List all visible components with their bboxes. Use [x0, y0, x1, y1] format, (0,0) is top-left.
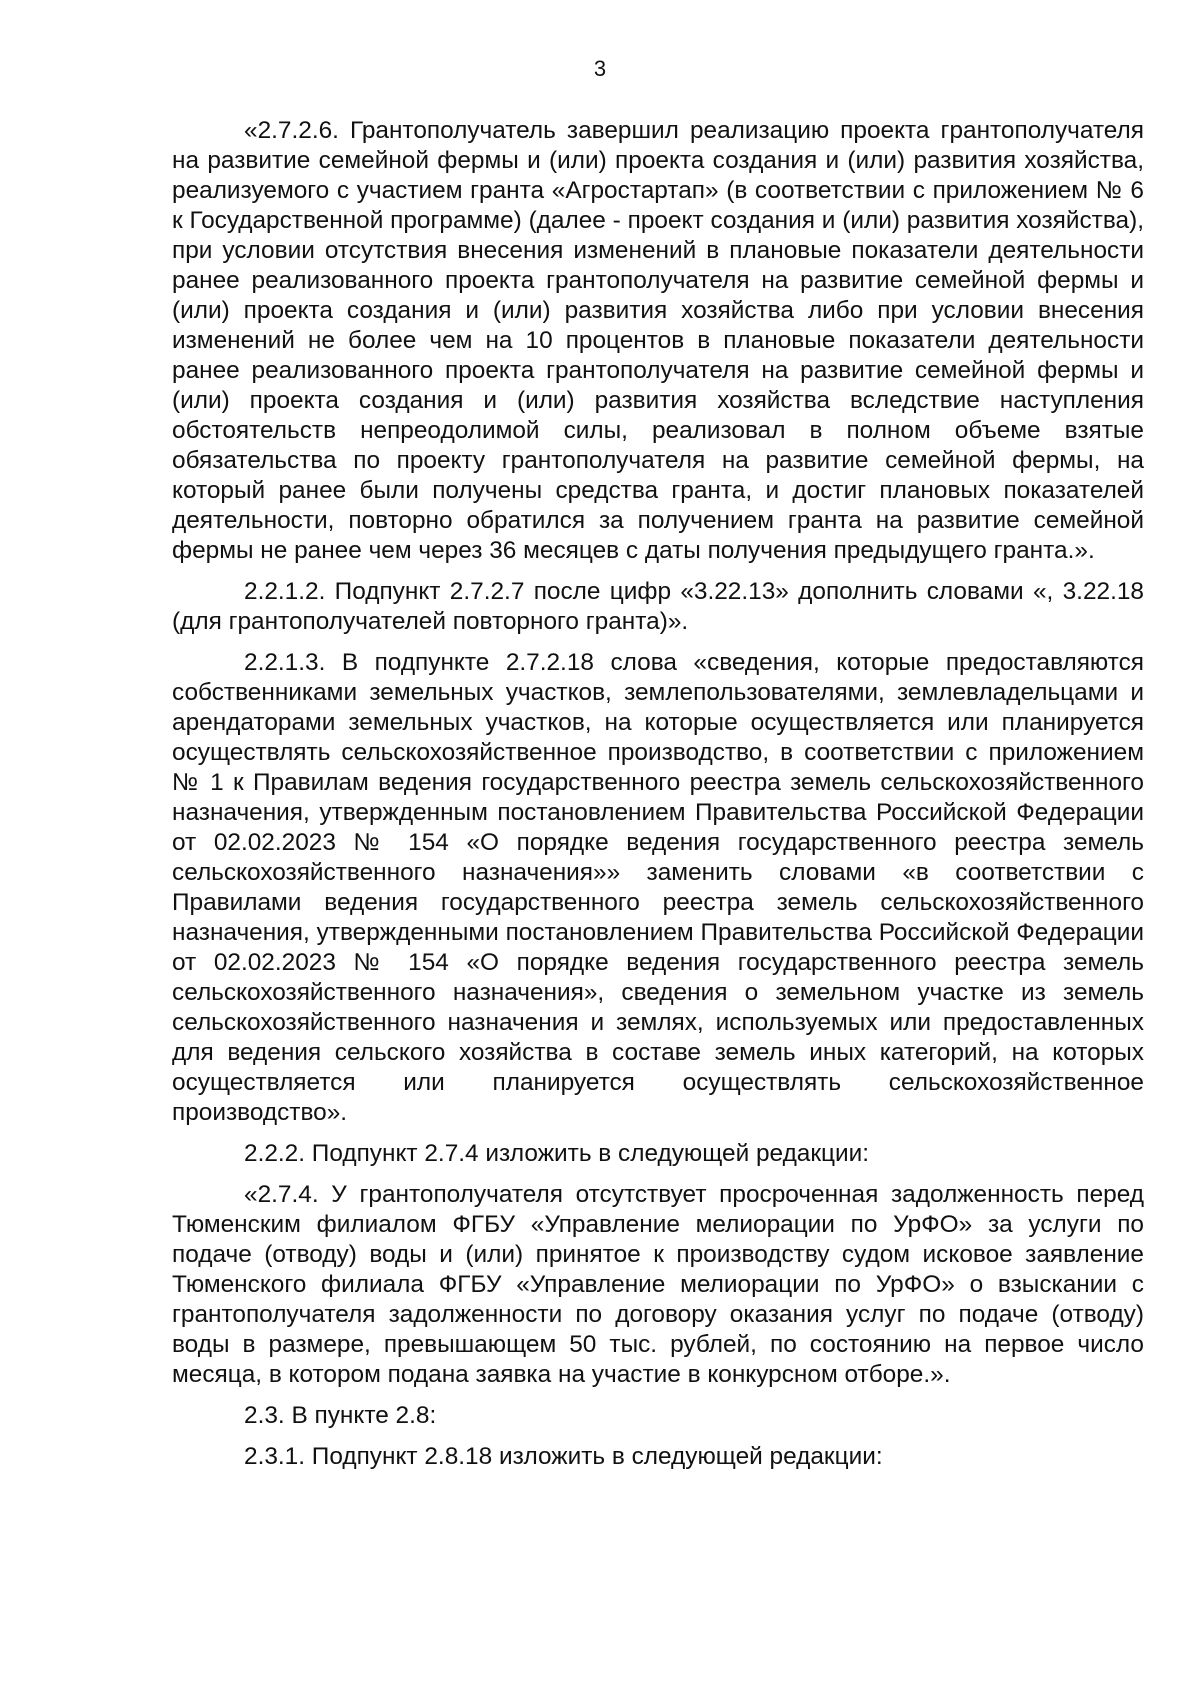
page-number: 3 — [593, 56, 607, 81]
paragraph-2-7-4: «2.7.4. У грантополучателя отсутствует просроченная задолженность перед Тюменским филиалом ФГБУ «Управление мелиорации по УрФО» за услуги по подаче (отводу) воды и (или) принятое к производству судом исковое заявление Тюменского филиала ФГБУ «Управление мелиорации по УрФО» о взыскании с грантополучателя задолженности по договору оказания услуг по подаче (отводу) воды в размере, превышающем 50 тыс. рублей, по состоянию на первое число месяца, в котором подана заявка на участие в конкурсном отборе.». — [172, 1181, 1144, 1388]
paragraph-2-2-2: 2.2.2. Подпункт 2.7.4 изложить в следующей редакции: — [244, 1140, 870, 1167]
paragraph-2-2-1-3: 2.2.1.3. В подпункте 2.7.2.18 слова «сведения, которые предоставляются собственниками земельных участков, землепользователями, землевладельцами и арендаторами земельных участков, на которые осуществляется или планируется осуществлять сельскохозяйственное производство, в соответствии с приложением № 1 к Правилам ведения государственного реестра земель сельскохозяйственного назначения, утвержденным постановлением Правительства Российской Федерации от 02.02.2023 № 154 «О порядке ведения государственного реестра земель сельскохозяйственного назначения»» заменить словами «в соответствии с Правилами ведения государственного реестра земель сельскохозяйственного назначения, утвержденными постановлением Правительства Российской Федерации от 02.02.2023 № 154 «О порядке ведения государственного реестра земель сельскохозяйственного назначения», сведения о земельном участке из земель сельскохозяйственного назначения и землях, используемых или предоставленных для ведения сельского хозяйства в составе земель иных категорий, на которых осуществляется или планируется осуществлять сельскохозяйственное производство». — [172, 649, 1144, 1126]
paragraph-2-7-2-6: «2.7.2.6. Грантополучатель завершил реализацию проекта грантополучателя на развитие семейной фермы и (или) проекта создания и (или) развития хозяйства, реализуемого с участием гранта «Агростартап» (в соответствии с приложением № 6 к Государственной программе) (далее - проект создания и (или) развития хозяйства), при условии отсутствия внесения изменений в плановые показатели деятельности ранее реализованного проекта грантополучателя на развитие семейной фермы и (или) проекта создания и (или) развития хозяйства либо при условии внесения изменений не более чем на 10 процентов в плановые показатели деятельности ранее реализованного проекта грантополучателя на развитие семейной фермы и (или) проекта создания и (или) развития хозяйства вследствие наступления обстоятельств непреодолимой силы, реализовал в полном объеме взятые обязательства по проекту грантополучателя на развитие семейной фермы, на который ранее были получены средства гранта, и достиг плановых показателей деятельности, повторно обратился за получением гранта на развитие семейной фермы не ранее чем через 36 месяцев с даты получения предыдущего гранта.». — [172, 117, 1144, 564]
paragraph-2-3-1: 2.3.1. Подпункт 2.8.18 изложить в следующей редакции: — [244, 1443, 883, 1470]
paragraph-2-3: 2.3. В пункте 2.8: — [244, 1402, 437, 1429]
document-body — [172, 116, 1144, 1483]
paragraph-2-2-1-2: 2.2.1.2. Подпункт 2.7.2.7 после цифр «3.22.13» дополнить словами «, 3.22.18 (для грантополучателей повторного гранта)». — [172, 578, 1144, 635]
